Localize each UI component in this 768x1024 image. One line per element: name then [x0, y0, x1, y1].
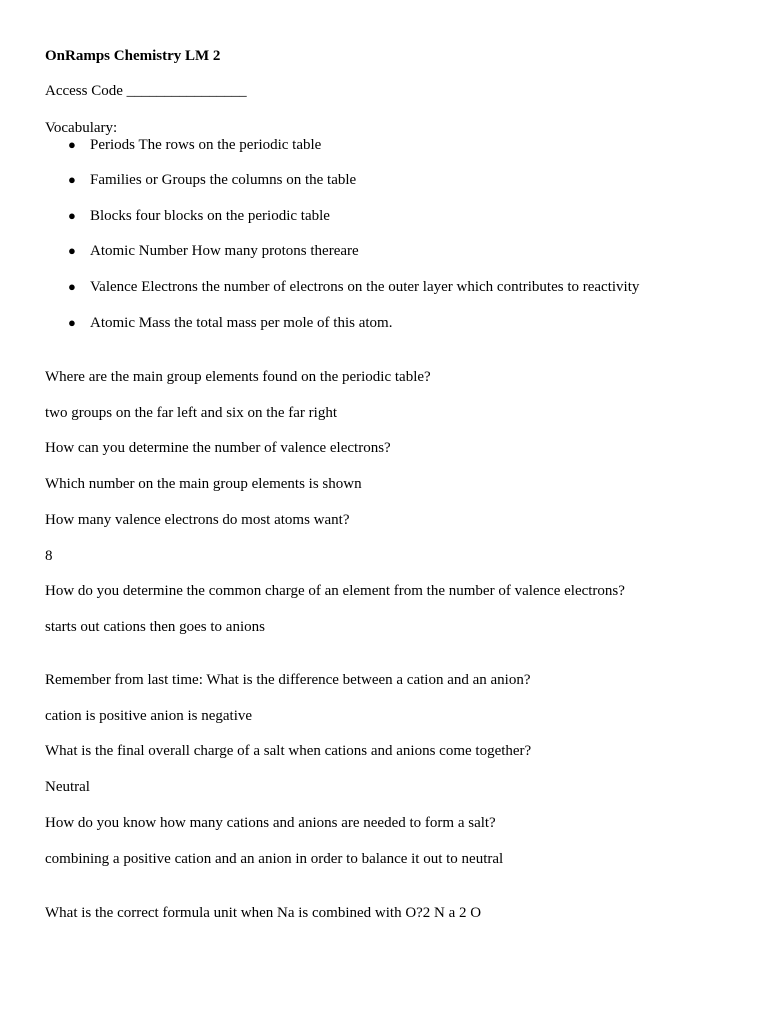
question-line: How many valence electrons do most atoms want?: [45, 512, 350, 528]
document-title: OnRamps Chemistry LM 2: [45, 48, 221, 64]
list-item: Blocks four blocks on the periodic table: [90, 208, 330, 224]
question-line: How can you determine the number of valence electrons?: [45, 440, 391, 456]
access-code-line: Access Code ________________: [45, 83, 247, 99]
bullet-icon: ●: [68, 315, 76, 330]
question-line: How do you determine the common charge of an element from the number of valence electrons?: [45, 583, 625, 599]
list-item: Families or Groups the columns on the table: [90, 172, 357, 188]
answer-line: Which number on the main group elements is shown: [45, 476, 362, 492]
list-item: Periods The rows on the periodic table: [90, 137, 322, 153]
question-line: How do you know how many cations and anions are needed to form a salt?: [45, 815, 496, 831]
question-line: Where are the main group elements found on the periodic table?: [45, 369, 431, 385]
question-line: What is the correct formula unit when Na is combined with O?2 N a 2 O: [45, 905, 482, 921]
answer-line: combining a positive cation and an anion in order to balance it out to neutral: [45, 851, 504, 867]
bullet-icon: ●: [68, 279, 76, 294]
vocabulary-heading: Vocabulary:: [45, 120, 118, 136]
bullet-icon: ●: [68, 243, 76, 258]
answer-line: 8: [45, 548, 53, 564]
answer-line: two groups on the far left and six on the far right: [45, 405, 338, 421]
list-item: Valence Electrons the number of electrons on the outer layer which contributes to reactivity: [90, 279, 640, 295]
bullet-icon: ●: [68, 172, 76, 187]
bullet-icon: ●: [68, 208, 76, 223]
question-line: What is the final overall charge of a salt when cations and anions come together?: [45, 743, 532, 759]
answer-line: starts out cations then goes to anions: [45, 619, 265, 635]
list-item: Atomic Number How many protons thereare: [90, 243, 359, 259]
question-line: Remember from last time: What is the difference between a cation and an anion?: [45, 672, 531, 688]
answer-line: cation is positive anion is negative: [45, 708, 253, 724]
bullet-icon: ●: [68, 137, 76, 152]
answer-line: Neutral: [45, 779, 90, 795]
list-item: Atomic Mass the total mass per mole of this atom.: [90, 315, 393, 331]
